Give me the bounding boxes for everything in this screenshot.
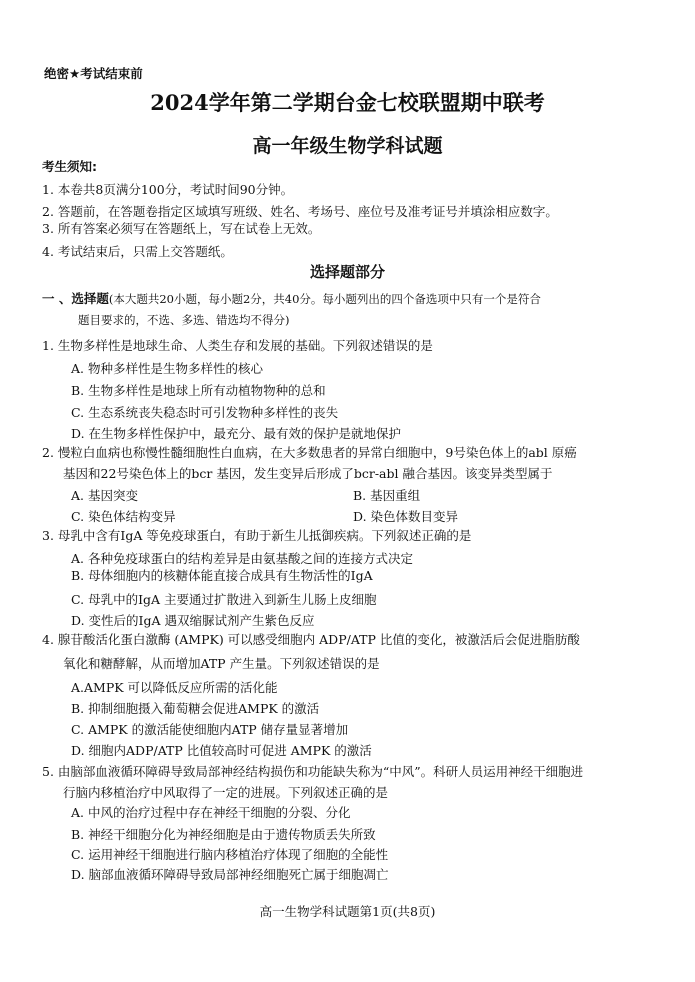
question-3-option-b: B. 母体细胞内的核糖体能直接合成具有生物活性的IgA bbox=[71, 568, 373, 583]
question-1-stem: 1. 生物多样性是地球生命、人类生存和发展的基础。下列叙述错误的是 bbox=[42, 338, 433, 353]
part-desc: (本大题共20小题，每小题2分，共40分。每小题列出的四个备选项中只有一个是符合 bbox=[108, 292, 541, 306]
question-4-option-c: C. AMPK 的激活能使细胞内ATP 储存量显著增加 bbox=[71, 722, 349, 737]
notice-item: 4. 考试结束后，只需上交答题纸。 bbox=[42, 244, 233, 259]
notice-item: 2. 答题前，在答题卷指定区域填写班级、姓名、考场号、座位号及准考证号并填涂相应数字。 bbox=[42, 204, 558, 219]
secret-label: 绝密★考试结束前 bbox=[44, 66, 143, 81]
question-4-stem-cont: 氧化和糖酵解，从而增加ATP 产生量。下列叙述错误的是 bbox=[63, 656, 380, 671]
notice-item: 1. 本卷共8页满分100分，考试时间90分钟。 bbox=[42, 182, 294, 197]
question-3-option-a: A. 各种免疫球蛋白的结构差异是由氨基酸之间的连接方式决定 bbox=[71, 551, 413, 566]
question-2-option-c: C. 染色体结构变异 bbox=[71, 509, 176, 524]
question-3-option-d: D. 变性后的IgA 遇双缩脲试剂产生紫色反应 bbox=[71, 613, 315, 628]
question-5-option-d: D. 脑部血液循环障碍导致局部神经细胞死亡属于细胞凋亡 bbox=[71, 867, 389, 882]
question-5-option-b: B. 神经干细胞分化为神经细胞是由于遗传物质丢失所致 bbox=[71, 827, 376, 842]
question-3-option-c: C. 母乳中的IgA 主要通过扩散进入到新生儿肠上皮细胞 bbox=[71, 592, 377, 607]
question-1-option-a: A. 物种多样性是生物多样性的核心 bbox=[71, 361, 263, 376]
exam-title: 2024学年第二学期台金七校联盟期中联考 bbox=[150, 90, 545, 115]
question-2-option-d: D. 染色体数目变异 bbox=[353, 509, 459, 524]
question-5-option-a: A. 中风的治疗过程中存在神经干细胞的分裂、分化 bbox=[71, 805, 351, 820]
notice-item: 3. 所有答案必须写在答题纸上，写在试卷上无效。 bbox=[42, 221, 321, 236]
notice-heading: 考生须知: bbox=[42, 159, 97, 174]
question-2-option-b: B. 基因重组 bbox=[353, 488, 421, 503]
part-label: 一 、选择题 bbox=[42, 291, 109, 306]
page-footer: 高一生物学科试题第1页(共8页) bbox=[259, 904, 436, 919]
question-4-option-a: A.AMPK 可以降低反应所需的活化能 bbox=[71, 680, 278, 695]
question-5-option-c: C. 运用神经干细胞进行脑内移植治疗体现了细胞的全能性 bbox=[71, 847, 389, 862]
question-2-stem: 2. 慢粒白血病也称慢性髓细胞性白血病，在大多数患者的异常白细胞中，9号染色体上的abl 原癌 bbox=[42, 445, 577, 460]
question-1-option-b: B. 生物多样性是地球上所有动植物物种的总和 bbox=[71, 383, 326, 398]
section-title: 选择题部分 bbox=[309, 263, 385, 281]
question-1-option-d: D. 在生物多样性保护中，最充分、最有效的保护是就地保护 bbox=[71, 426, 402, 441]
part-instructions bbox=[42, 289, 541, 307]
question-1-option-c: C. 生态系统丧失稳态时可引发物种多样性的丧失 bbox=[71, 405, 339, 420]
question-5-stem-cont: 行脑内移植治疗中风取得了一定的进展。下列叙述正确的是 bbox=[63, 785, 389, 800]
question-4-option-b: B. 抑制细胞摄入葡萄糖会促进AMPK 的激活 bbox=[71, 701, 320, 716]
question-5-stem: 5. 由脑部血液循环障碍导致局部神经结构损伤和功能缺失称为“中风”。科研人员运用神经干细胞进 bbox=[42, 764, 584, 779]
question-3-stem: 3. 母乳中含有IgA 等免疫球蛋白，有助于新生儿抵御疾病。下列叙述正确的是 bbox=[42, 528, 472, 543]
question-4-option-d: D. 细胞内ADP/ATP 比值较高时可促进 AMPK 的激活 bbox=[71, 743, 372, 758]
question-4-stem: 4. 腺苷酸活化蛋白激酶 (AMPK) 可以感受细胞内 ADP/ATP 比值的变化，被激活后会促进脂肪酸 bbox=[42, 632, 580, 647]
question-2-option-a: A. 基因突变 bbox=[71, 488, 138, 503]
question-2-stem-cont: 基因和22号染色体上的bcr 基因，发生变异后形成了bcr-abl 融合基因。该变异类型属于 bbox=[63, 466, 553, 481]
part-desc-cont: 题目要求的，不选、多选、错选均不得分) bbox=[78, 313, 290, 327]
exam-subtitle: 高一年级生物学科试题 bbox=[252, 135, 443, 157]
